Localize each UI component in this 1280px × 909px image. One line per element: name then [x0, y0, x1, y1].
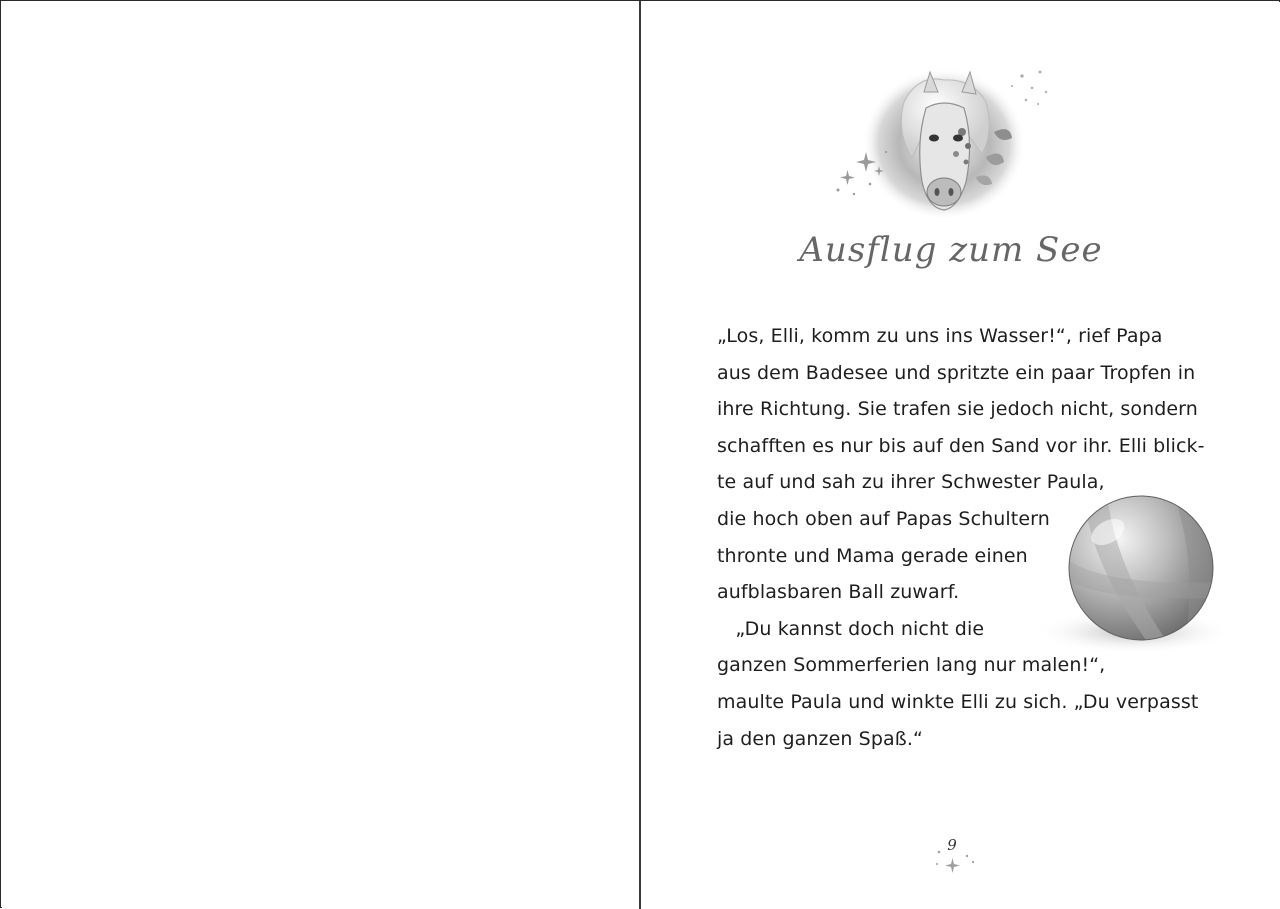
page-footer [921, 834, 1001, 874]
text-line: aufblasbaren Ball zuwarf. [717, 581, 960, 604]
right-page [641, 2, 1280, 908]
text-line: te auf und sah zu ihrer Schwester Paula, [717, 471, 1105, 494]
chapter-title: Ausflug zum See [799, 230, 1103, 270]
text-line: schafften es nur bis auf den Sand vor ihr. Elli blick- [717, 434, 1205, 457]
text-line: die hoch oben auf Papas Schultern [717, 507, 1050, 530]
text-line: aus dem Badesee und spritzte ein paar Tropfen in [717, 361, 1196, 384]
text-line: ja den ganzen Spaß.“ [717, 727, 923, 750]
text-line: „Los, Elli, komm zu uns ins Wasser!“, rief Papa [717, 325, 1163, 347]
left-page-blank [2, 2, 639, 908]
text-line: thronte und Mama gerade einen [717, 544, 1028, 567]
text-line: maulte Paula und winkte Elli zu sich. „Du verpasst [717, 690, 1199, 713]
page-number: 9 [947, 836, 957, 854]
text-line: ganzen Sommerferien lang nur malen!“, [717, 654, 1106, 677]
text-line: „Du kannst doch nicht die [717, 617, 985, 640]
text-line: ihre Richtung. Sie trafen sie jedoch nicht, sondern [717, 398, 1198, 421]
beach-ball-illustration [1026, 490, 1236, 665]
pony-portrait-illustration [826, 62, 1056, 227]
sparkle-icon [929, 840, 989, 874]
